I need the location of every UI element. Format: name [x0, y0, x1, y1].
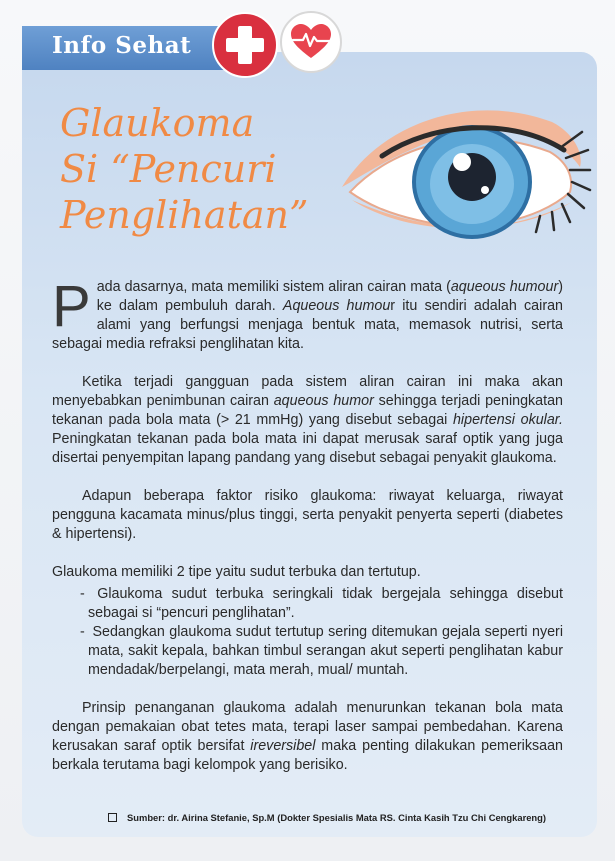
article-body — [52, 274, 564, 775]
medical-cross-icon — [212, 12, 278, 78]
bullet-list — [52, 585, 563, 680]
title-line-1: Glaukoma — [60, 101, 255, 145]
paragraph-1: Pada dasarnya, mata memiliki sistem aliran cairan mata (aqueous humour) ke dalam pembuluh darah. Aqueous humour itu sendiri adalah cairan alami yang berfungsi menjaga bentuk mata, memasok nutrisi, serta sebagai media refraksi penglihatan kita. — [52, 274, 563, 352]
title-line-3: Penglihatan” — [60, 193, 309, 237]
paragraph-2: Ketika terjadi gangguan pada sistem aliran cairan ini maka akan menyebabkan penimbunan cairan aqueous humor sehingga terjadi peningkatan tekanan pada bola mata (> 21 mmHg) yang disebut sebagai hipertensi okular. Peningkatan tekanan pada bola mata ini dapat merusak saraf optik yang juga disertai penyempitan lapang pandang yang disebut sebagai penyakit glaukoma. — [52, 374, 563, 466]
drop-cap: P — [52, 274, 91, 339]
section-tab-label: Info Sehat — [52, 32, 192, 59]
eye-illustration — [322, 92, 592, 252]
title-line-2: Si “Pencuri — [60, 147, 277, 191]
paragraph-3: Adapun beberapa faktor risiko glaukoma: riwayat keluarga, riwayat pengguna kacamata minus/plus tinggi, serta penyakit penyerta seperti (diabetes & hipertensi). — [52, 488, 563, 542]
paragraph-5: Prinsip penanganan glaukoma adalah menurunkan tekanan bola mata dengan pemakaian obat tetes mata, terapi laser sampai pembedahan. Karena kerusakan saraf optik bersifat ireversibel maka penting dilakukan pemeriksaan berkala terutama bagi kelompok yang berisiko. — [52, 700, 564, 773]
list-item: - Sedangkan glaukoma sudut tertutup sering ditemukan gejala seperti nyeri mata, sakit kepala, bahkan timbul serangan akut seperti penglihatan kabur mendadak/berpelangi, mata merah, mual/ muntah. — [80, 624, 563, 678]
article-title — [60, 100, 308, 238]
paragraph-4: Glaukoma memiliki 2 tipe yaitu sudut terbuka dan tertutup. — [52, 564, 421, 580]
heart-pulse-icon — [279, 10, 343, 74]
source-citation: Sumber: dr. Airina Stefanie, Sp.M (Dokter Spesialis Mata RS. Cinta Kasih Tzu Chi Cengkareng) — [108, 812, 588, 823]
checkbox-bullet-icon — [108, 813, 117, 822]
list-item: - Glaukoma sudut terbuka seringkali tidak bergejala sehingga disebut sebagai si “pencuri penglihatan”. — [80, 586, 563, 621]
